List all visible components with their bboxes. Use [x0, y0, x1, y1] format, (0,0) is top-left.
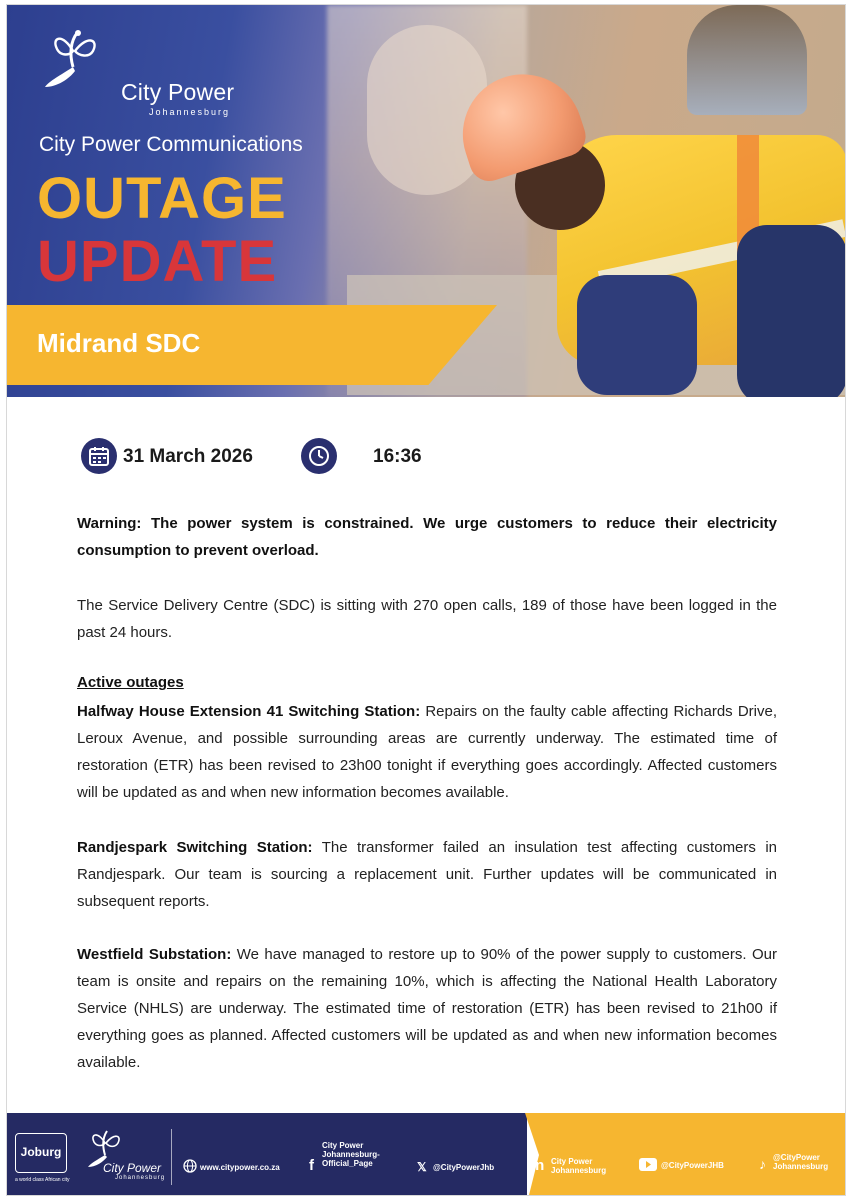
brand-sub: Johannesburg: [149, 107, 231, 117]
calendar-icon: [81, 438, 117, 474]
header-banner: [7, 5, 846, 397]
joburg-logo: Joburg: [15, 1133, 67, 1173]
communications-title: City Power Communications: [39, 133, 303, 156]
outage-update-document: [6, 4, 846, 1196]
city-power-logo: [37, 27, 237, 117]
brand-name: City Power: [121, 79, 235, 105]
x-link[interactable]: @CityPowerJhb: [433, 1163, 495, 1172]
x-icon: 𝕏: [417, 1160, 427, 1174]
tiktok-link[interactable]: @CityPower Johannesburg: [773, 1153, 829, 1171]
outage-item: [77, 941, 777, 1076]
outage-name: Randjespark Switching Station:: [77, 839, 313, 856]
outage-text: Repairs on the faulty cable affecting Richards Drive, Leroux Avenue, and possible surrounding areas are currently underway. The estimated time of restoration (ETR) has been revised to 23h00 tonight if everything goes accordingly. Affected customers will be updated as and when new information becomes available.: [77, 703, 777, 801]
outage-name: Halfway House Extension 41 Switching Station:: [77, 703, 421, 720]
linkedin-icon: in: [531, 1157, 545, 1174]
outage-name: Westfield Substation:: [77, 946, 232, 963]
outage-text: The transformer failed an insulation test affecting customers in Randjespark. Our team is sourcing a replacement unit. Further updates will be communicated in subsequent reports.: [77, 839, 777, 910]
warning-paragraph: [77, 510, 777, 564]
tiktok-icon: ♪: [759, 1156, 766, 1172]
outage-item: [77, 834, 777, 915]
report-time: 16:36: [373, 446, 422, 467]
joburg-tagline: a world class African city: [15, 1177, 70, 1183]
region-title: Midrand SDC: [37, 328, 201, 358]
update-heading: UPDATE: [37, 229, 278, 294]
youtube-icon: [639, 1158, 657, 1171]
footer: [7, 1113, 846, 1196]
warning-text: Warning: The power system is constrained. We urge customers to reduce their electricity consumption to prevent overload.: [77, 515, 777, 559]
sdc-status-paragraph: The Service Delivery Centre (SDC) is sitting with 270 open calls, 189 of those have been logged in the past 24 hours.: [77, 597, 777, 641]
outage-text: We have managed to restore up to 90% of the power supply to customers. Our team is onsite and repairs on the remaining 10%, which is affecting the National Health Laboratory Service (NHLS) are underway. The estimated time of restoration (ETR) has been revised to 21h00 if everything goes as planned. Affected customers will be updated as and when new information becomes available.: [77, 946, 777, 1071]
outage-item: [77, 698, 777, 806]
linkedin-link[interactable]: City Power Johannesburg: [551, 1157, 607, 1175]
dragonfly-logo-icon: [43, 27, 103, 91]
globe-icon: [183, 1159, 197, 1173]
youtube-link[interactable]: @CityPowerJHB: [661, 1161, 724, 1170]
footer-brand-sub: Johannesburg: [115, 1175, 166, 1181]
facebook-icon: f: [309, 1157, 314, 1174]
worker-photo: [437, 45, 846, 397]
report-date: 31 March 2026: [123, 446, 253, 467]
website-link[interactable]: www.citypower.co.za: [200, 1163, 280, 1172]
facebook-link[interactable]: City Power Johannesburg-Official_Page: [322, 1141, 380, 1168]
outage-heading: OUTAGE: [37, 166, 287, 231]
active-outages-heading: Active outages: [77, 674, 184, 691]
clock-icon: [301, 438, 337, 474]
footer-brand-name: City Power: [103, 1161, 162, 1175]
